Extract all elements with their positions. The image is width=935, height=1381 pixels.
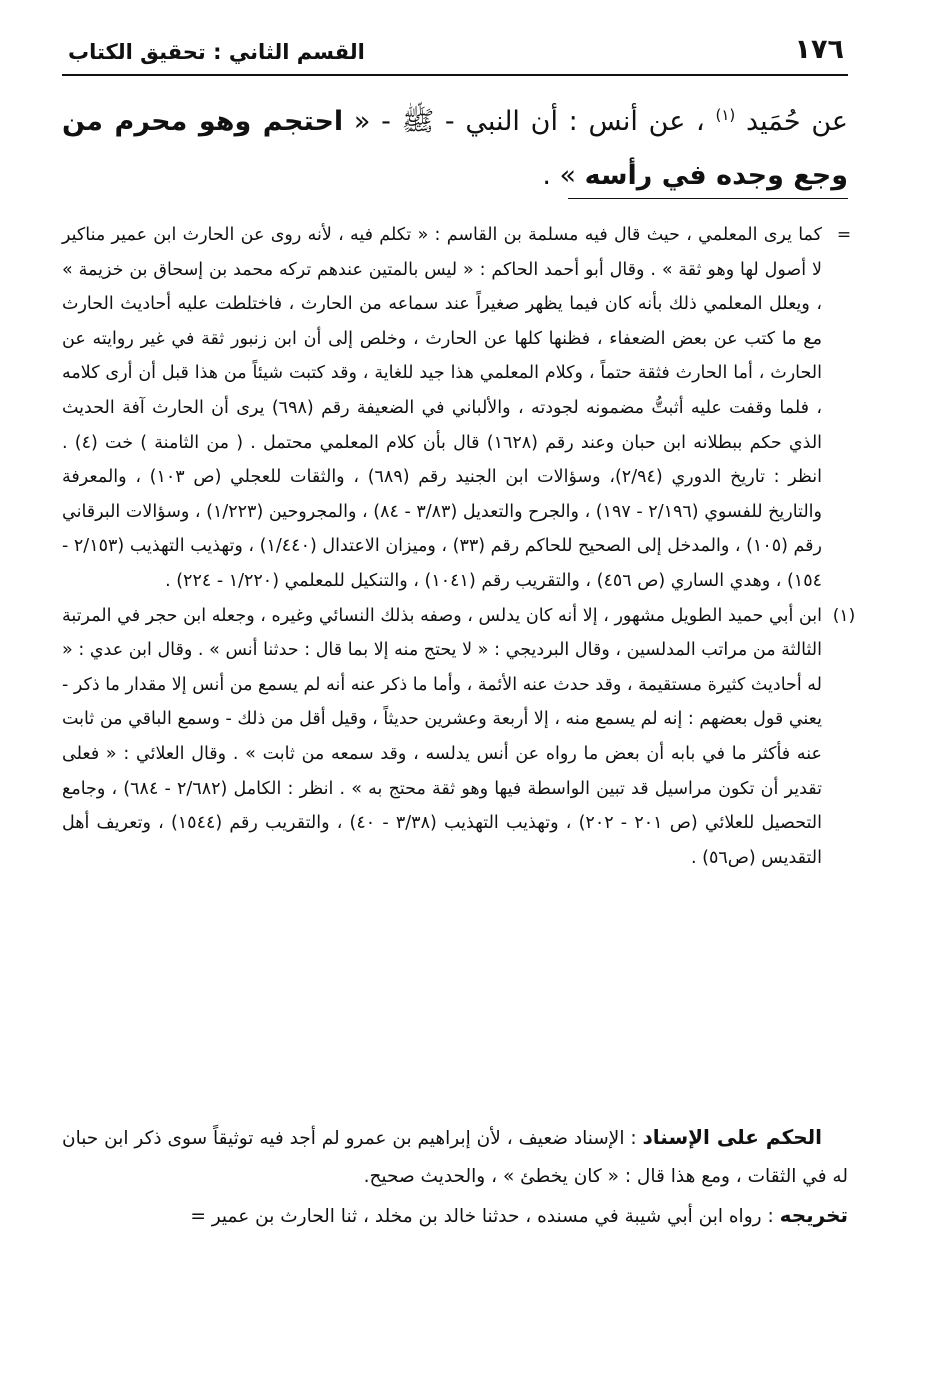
footnote-separator [568, 198, 848, 199]
verdict-label: الحكم على الإسناد [642, 1125, 822, 1149]
footnotes [62, 218, 856, 875]
running-title: القسم الثاني : تحقيق الكتاب [68, 40, 365, 64]
hadith-closing: » . [542, 160, 577, 191]
isnad-verdict [62, 1118, 848, 1196]
footnote-reference[interactable]: (١) [715, 106, 736, 124]
footnote-continued [62, 218, 852, 599]
isnad-verdict-section [62, 1118, 848, 1236]
takhrij [62, 1196, 848, 1236]
hadith-opening: عن حُمَيد [745, 106, 848, 137]
footnote-marker: (١) [832, 605, 856, 626]
takhrij-label: تخريجه [779, 1203, 848, 1227]
takhrij-text: : رواه ابن أبي شيبة في مسنده ، حدثنا خالد بن مخلد ، ثنا الحارث بن عمير = [190, 1206, 780, 1227]
hadith-matn: احتجم وهو محرم من وجع وجده في رأسه [62, 106, 848, 191]
page-header [62, 30, 848, 76]
footnote-text: ابن أبي حميد الطويل مشهور ، إلا أنه كان يدلس ، وصفه بذلك النسائي وغيره ، وجعله ابن حجر في المرتبة الثالثة من مراتب المدلسين ، وقال البرديجي : « لا يحتج منه إلا بما قال : حدثنا أنس » . وقال ابن عدي : « له أحاديث كثيرة مستقيمة ، وقد حدث عنه الأئمة ، وأما ما ذكر عنه أنه لم يسمع من أنس إلا مقدار ما ذكر - يعني قول بعضهم : إنه لم يسمع منه ، إلا أربعة وعشرين حديثاً ، وقيل أقل من ذلك - وسمع الباقي من ثابت عنه فأكثر ما في بابه أن بعض ما رواه عن أنس يدلسه ، وقد سمعه من ثابت » . وقال العلائي : « فعلى تقدير أن تكون مراسيل قد تبين الواسطة فيها وهو ثقة محتج به » . انظر : الكامل (٢/٦٨٢ - ٦٨٤) ، وجامع التحصيل للعلائي (ص ٢٠١ - ٢٠٢) ، وتهذيب التهذيب (٣/٣٨ - ٤٠) ، والتقريب رقم (١٥٤٤) ، وتعريف أهل التقديس (ص٥٦) . [62, 605, 823, 868]
verdict-text: : الإسناد ضعيف ، لأن إبراهيم بن عمرو لم أجد فيه توثيقاً سوى ذكر ابن حبان له في الثقات ، ومع هذا قال : « كان يخطئ » ، والحديث صحيح. [62, 1128, 848, 1187]
footnote-1 [62, 599, 856, 876]
hadith-text [62, 88, 848, 203]
page-number: ١٧٦ [794, 34, 844, 65]
footnote-marker: = [836, 225, 852, 245]
hadith-isnad: ، عن أنس : أن النبي - ﷺ - « [343, 106, 705, 137]
footnote-text: كما يرى المعلمي ، حيث قال فيه مسلمة بن القاسم : « تكلم فيه ، لأنه روى عن الحارث ابن عمير مناكير لا أصول لها وهو ثقة » . وقال أبو أحمد الحاكم : « ليس بالمتين عندهم تركه محمد بن إسحاق بن خزيمة » ، ويعلل المعلمي ذلك بأنه كان فيما يظهر صغيراً عند سماعه من الحارث ، فاختلطت عليه أحاديث الحارث مع ما كتب عن بعض الضعفاء ، فظنها كلها عن الحارث ، وخلص إلى أن ابن زنبور ثقة في غير روايته عن الحارث ، أما الحارث فثقة حتماً ، وكلام المعلمي هذا جيد للغاية ، وقد كتبت شيئاً من هذا قبل أن أرى كلامه ، فلما وقفت عليه أثبتُّ مضمونه لجودته ، والألباني في الضعيفة رقم (٦٩٨) يرى أن الحارث آفة الحديث الذي حكم ببطلانه ابن حبان وعند رقم (١٦٢٨) قال بأن كلام المعلمي محتمل . ( من الثامنة ) خت (٤) . انظر : تاريخ الدوري (٢/٩٤)، وسؤالات ابن الجنيد رقم (٦٨٩) ، والثقات للعجلي (ص ١٠٣) ، والمعرفة والتاريخ للفسوي (٢/١٩٦ - ١٩٧) ، والجرح والتعديل (٣/٨٣ - ٨٤) ، والمجروحين (١/٢٢٣) ، وسؤالات البرقاني رقم (١٠٥) ، والمدخل إلى الصحيح للحاكم رقم (٣٣) ، وميزان الاعتدال (١/٤٤٠) ، وتهذيب التهذيب (٢/١٥٣ - ١٥٤) ، وهدي الساري (ص ٤٥٦) ، والتقريب رقم (١٠٤١) ، والتنكيل للمعلمي (١/٢٢٠ - ٢٢٤) . [62, 225, 823, 591]
